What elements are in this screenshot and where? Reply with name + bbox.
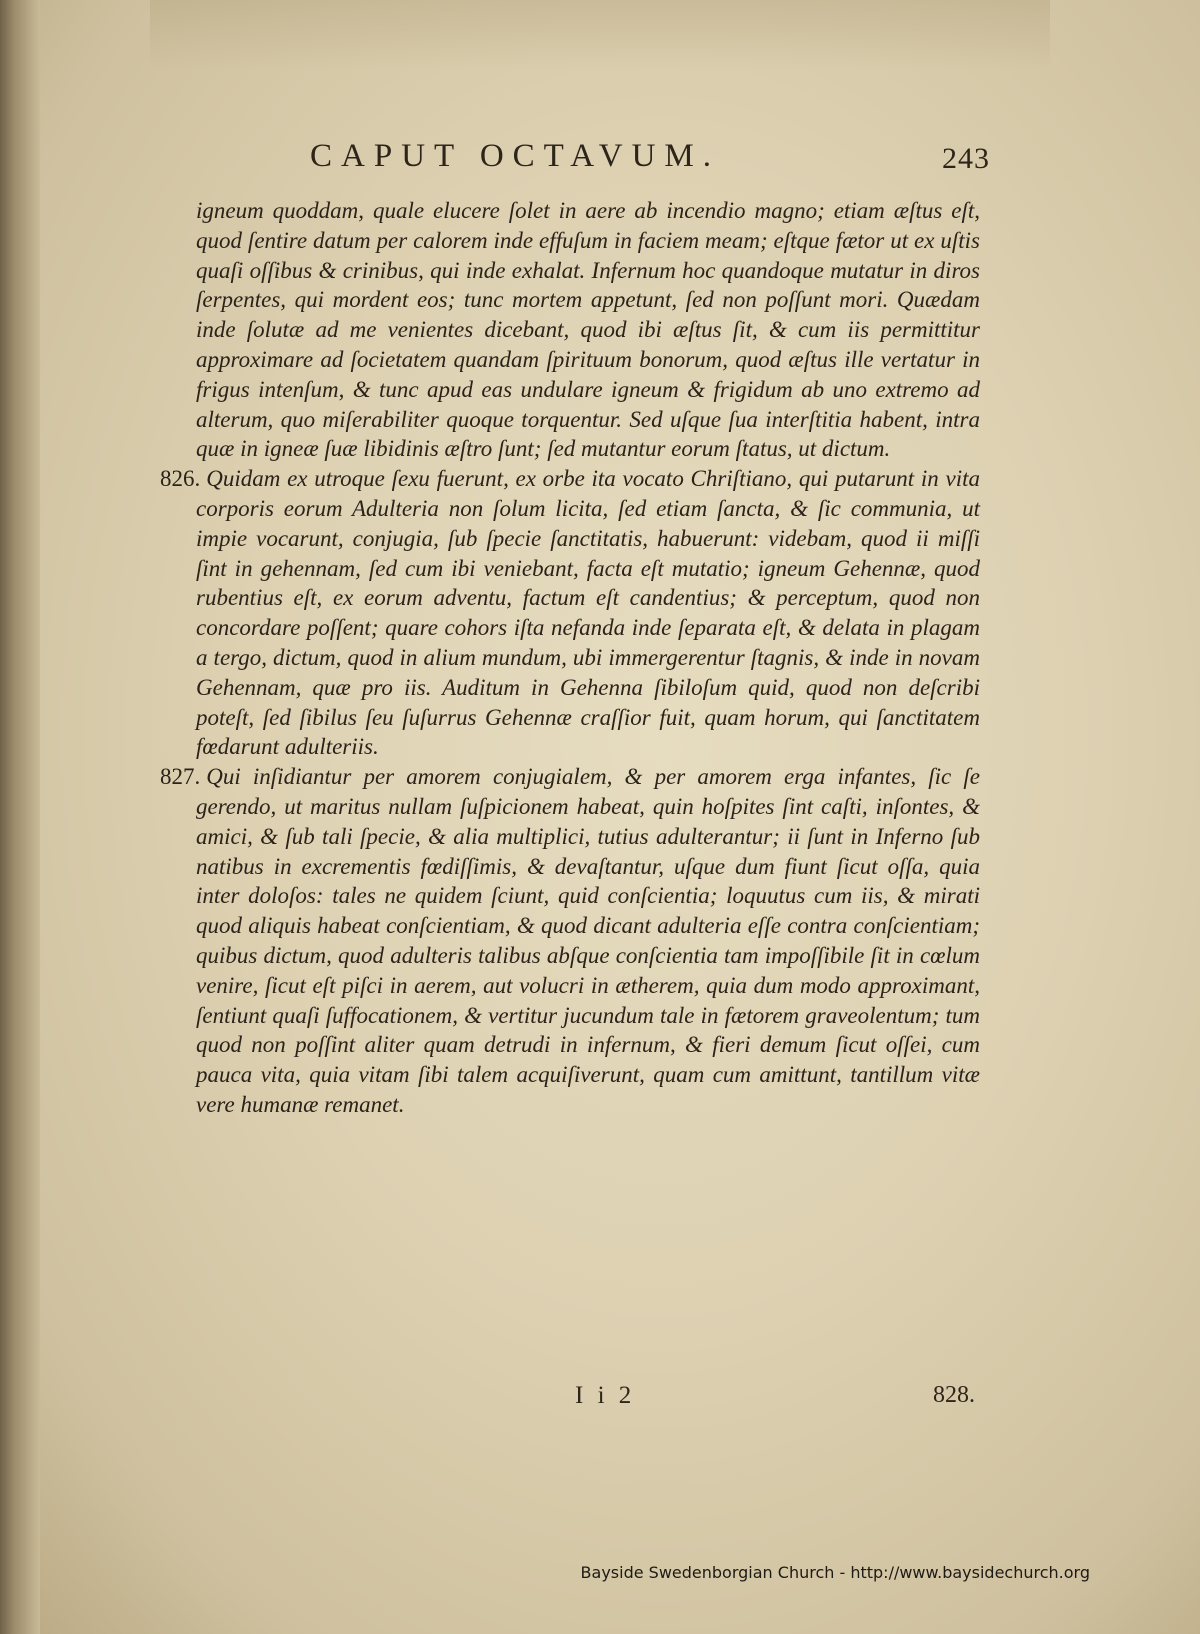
source-watermark: Bayside Swedenborgian Church - http://www.baysidechurch.org bbox=[580, 1563, 1090, 1582]
paragraph-continued bbox=[160, 196, 980, 464]
signature-mark: I i 2 bbox=[575, 1382, 636, 1409]
paragraph-827 bbox=[160, 762, 980, 1120]
running-head bbox=[180, 138, 990, 182]
paragraph-text: Quidam ex utroque ſexu fuerunt, ex orbe ita vocato Chriſtiano, qui putarunt in vita corporis eorum Adulteria non ſolum licita, ſed etiam ſancta, & ſic communia, ut impie vocarunt, conjugia, ſub ſpecie ſanctitatis, habuerunt: videbam, quod ii miſſi ſint in gehennam, ſed cum ibi veniebant, facta eſt mutatio; igneum Gehennæ, quod rubentius eſt, ex eorum adventu, factum eſt candentius; & perceptum, quod non concordare poſſent; quare cohors iſta nefanda inde ſeparata eſt, & delata in plagam a tergo, dictum, quod in alium mundum, ubi immergerentur ſtagnis, & inde in novam Gehennam, quæ pro iis. Auditum in Gehenna ſibiloſum quid, quod non deſcribi poteſt, ſed ſibilus ſeu ſuſurrus Gehennæ craſſior fuit, quam horum, qui ſanctitatem fœdarunt adulteriis. bbox=[196, 466, 980, 760]
page-gutter-shadow bbox=[0, 0, 40, 1634]
page-stain bbox=[150, 0, 1050, 70]
catchword: 828. bbox=[933, 1382, 975, 1408]
page-title: CAPUT OCTAVUM. bbox=[310, 138, 721, 174]
paragraph-826 bbox=[160, 464, 980, 762]
paragraph-text: igneum quoddam, quale elucere ſolet in aere ab incendio magno; etiam æſtus eſt, quod ſentire datum per calorem inde effuſum in faciem meam; eſtque fætor ut ex uſtis quaſi oſſibus & crinibus, qui inde exhalat. Infernum hoc quandoque mutatur in diros ſerpentes, qui mordent eos; tunc mortem appetunt, ſed non poſſunt mori. Quædam inde ſolutæ ad me venientes dicebant, quod ibi æſtus ſit, & cum iis permittitur approximare ad ſocietatem quandam ſpirituum bonorum, quod æſtus ille vertatur in frigus intenſum, & tunc apud eas undulare igneum & frigidum ab uno extremo ad alterum, quo miſerabiliter quoque torquentur. Sed uſque ſua interſtitia habent, intra quæ in igneæ ſuæ libidinis æſtro ſunt; ſed mutantur eorum ſtatus, ut dictum. bbox=[196, 198, 980, 462]
text-block bbox=[160, 196, 980, 1120]
paragraph-number: 827. bbox=[160, 764, 201, 790]
paragraph-text: Qui inſidiantur per amorem conjugialem, & per amorem erga infantes, ſic ſe gerendo, ut maritus nullam ſuſpicionem habeat, quin hoſpites ſint caſti, inſontes, & amici, & ſub tali ſpecie, & alia multiplici, tutius adulterantur; ii ſunt in Inferno ſub natibus in excrementis fœdiſſimis, & devaſtantur, uſque dum fiunt ſicut oſſa, quia inter doloſos: tales ne quidem ſciunt, quid conſcientia; loquutus cum iis, & mirati quod aliquis habeat conſcientiam, & quod dicant adulteria eſſe contra conſcientiam; quibus dictum, quod adulteris talibus abſque conſcientia tam impoſſibile ſit in cœlum venire, ſicut eſt piſci in aerem, aut volucri in ætherem, quia dum modo approximant, ſentiunt quaſi ſuffocationem, & vertitur jucundum tale in fætorem graveolentum; tum quod non poſſint aliter quam detrudi in infernum, & fieri demum ſicut oſſei, cum pauca vita, quia vitam ſibi talem acquiſiverunt, quam cum amittunt, tantillum vitæ vere humanæ remanet. bbox=[196, 764, 980, 1117]
page-number: 243 bbox=[942, 142, 990, 175]
paragraph-number: 826. bbox=[160, 466, 201, 492]
